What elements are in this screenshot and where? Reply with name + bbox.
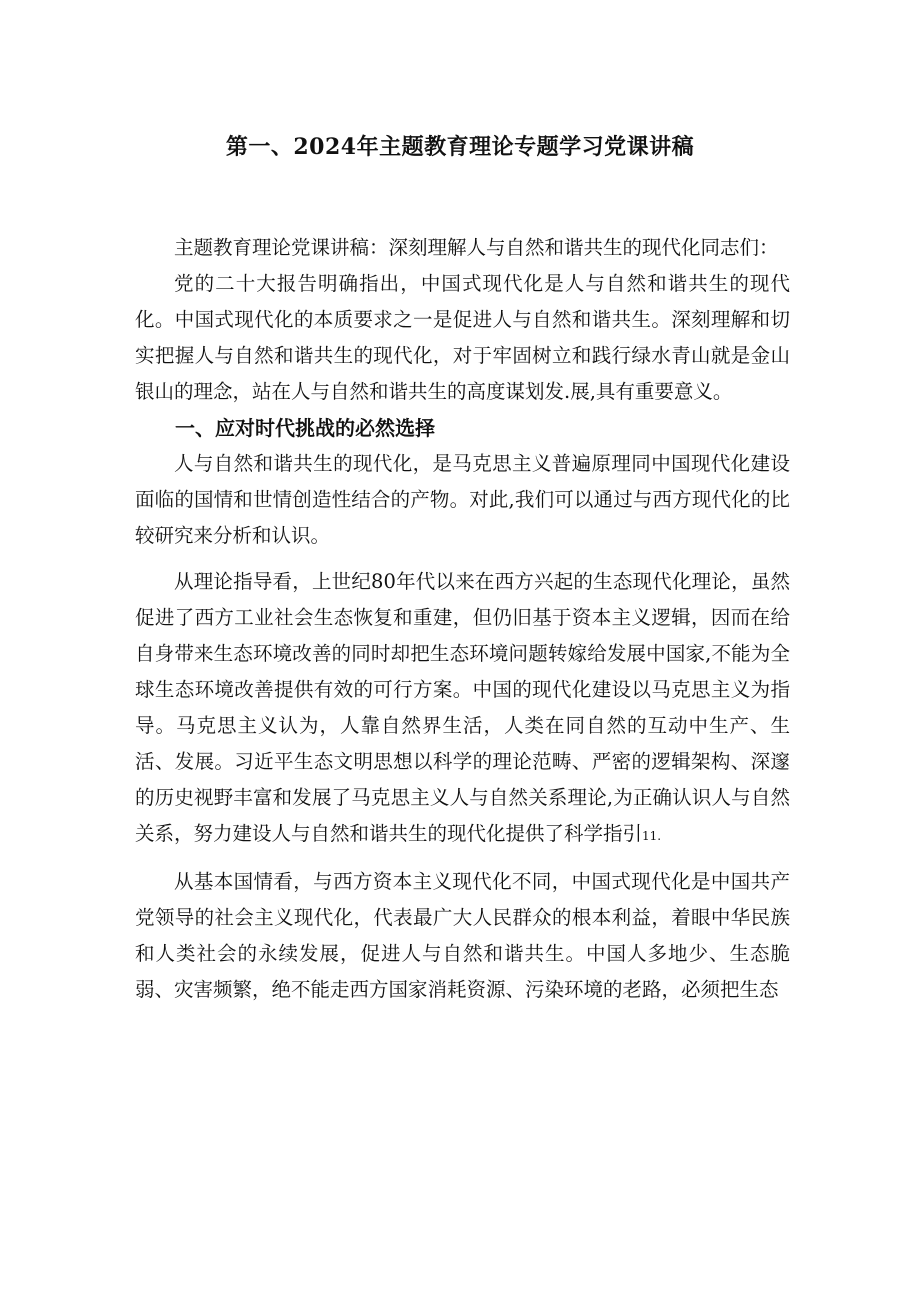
section-heading-1: 一、应对时代挑战的必然选择 bbox=[175, 416, 435, 440]
paragraph-2: 人与自然和谐共生的现代化，是马克思主义普遍原理同中国现代化建设面临的国情和世情创造性结合的产物。对此,我们可以通过与西方现代化的比较研究来分析和认识。 bbox=[135, 452, 790, 547]
intro-paragraph: 主题教育理论党课讲稿：深刻理解人与自然和谐共生的现代化同志们： bbox=[174, 236, 779, 259]
paragraph-4: 从基本国情看，与西方资本主义现代化不同，中国式现代化是中国共产党领导的社会主义现代化，代表最广大人民群众的根本利益，着眼中华民族和人类社会的永续发展，促进人与自然和谐共生。中国人多地少、生态脆弱、灾害频繁，绝不能走西方国家消耗资源、污染环境的老路，必须把生态 bbox=[135, 870, 790, 1001]
citation-mark: 11. bbox=[642, 829, 662, 843]
paragraph-1: 党的二十大报告明确指出，中国式现代化是人与自然和谐共生的现代化。中国式现代化的本质要求之一是促进人与自然和谐共生。深刻理解和切实把握人与自然和谐共生的现代化，对于牢固树立和践行绿水青山就是金山银山的理念，站在人与自然和谐共生的高度谋划发.展,具有重要意义。 bbox=[135, 272, 790, 403]
document-title: 第一、2024年主题教育理论专题学习党课讲稿 bbox=[225, 134, 695, 160]
document-body bbox=[135, 230, 790, 1008]
paragraph-3-text: 从理论指导看，上世纪80年代以来在西方兴起的生态现代化理论，虽然促进了西方工业社会生态恢复和重建，但仍旧基于资本主义逻辑，因而在给自身带来生态环境改善的同时却把生态环境问题转嫁给发展中国家,不能为全球生态环境改善提供有效的可行方案。中国的现代化建设以马克思主义为指导。马克思主义认为，人靠自然界生活，人类在同自然的互动中生产、生活、发展。习近平生态文明思想以科学的理论范畴、严密的逻辑架构、深邃的历史视野丰富和发展了马克思主义人与自然关系理论,为正确认识人与自然关系，努力建设人与自然和谐共生的现代化提供了科学指引 bbox=[135, 570, 790, 845]
paragraph-3 bbox=[135, 564, 790, 854]
